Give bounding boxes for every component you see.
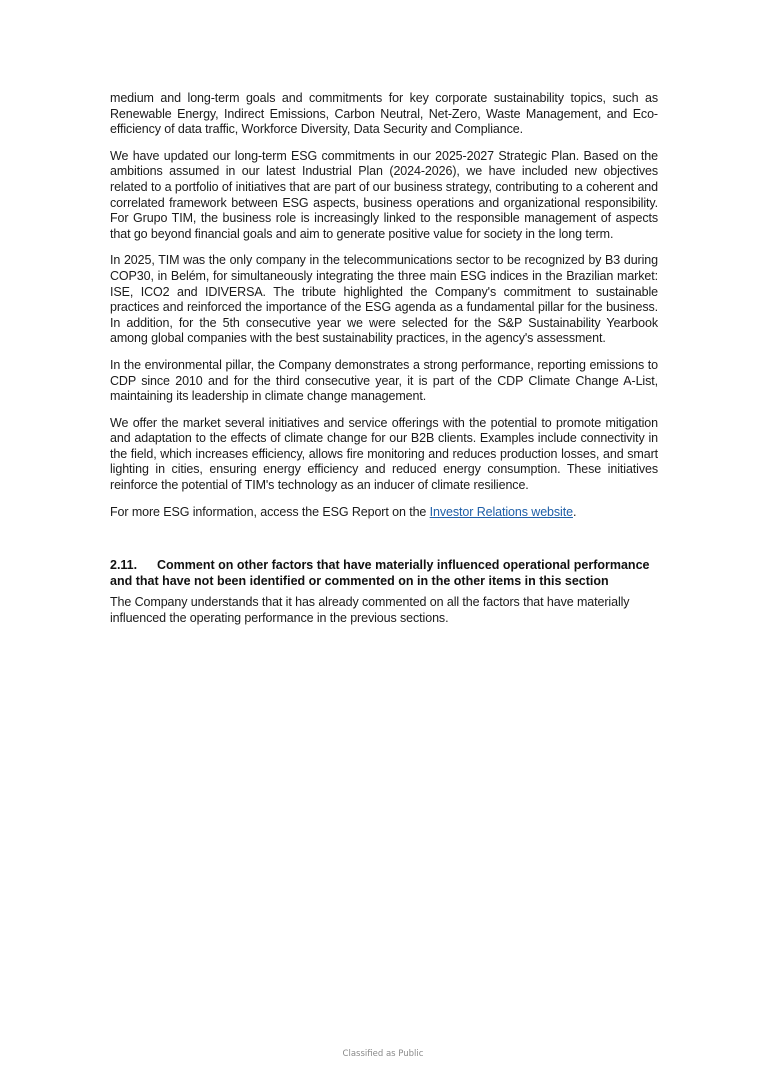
paragraph-more-info bbox=[110, 505, 658, 521]
section-number: 2.11. bbox=[110, 558, 138, 573]
section-title: Comment on other factors that have materially influenced operational performance and that have not been identified or commented on in the other items in this section bbox=[110, 558, 650, 588]
section-spacer bbox=[110, 531, 658, 558]
more-info-prefix: For more ESG information, access the ESG Report on the bbox=[110, 504, 430, 519]
classification-footer: Classified as Public bbox=[342, 1049, 424, 1059]
paragraph-b3-recognition: In 2025, TIM was the only company in the telecommunications sector to be recognized by B3 during COP30, in Belém, for simultaneously integrating the three main ESG indices in the Brazilian market: ISE, ICO2 and IDIVERSA. The tribute highlighted the Company's commitment to sustainable practices and reinforced the importance of the ESG agenda as a fundamental pillar for the business. In addition, for the 5th consecutive year we were selected for the S&P Sustainability Yearbook among global companies with the best sustainability practices, in the agency's assessment. bbox=[110, 253, 658, 346]
investor-relations-link[interactable]: Investor Relations website bbox=[429, 504, 573, 519]
more-info-suffix: . bbox=[572, 504, 577, 519]
paragraph-environmental-pillar: In the environmental pillar, the Company demonstrates a strong performance, reporting emissions to CDP since 2010 and for the third consecutive year, it is part of the CDP Climate Change A-List, maintaining its leadership in climate change management. bbox=[110, 357, 658, 404]
paragraph-esg-commitments: We have updated our long-term ESG commitments in our 2025-2027 Strategic Plan. Based on the ambitions assumed in our latest Industrial Plan (2024-2026), we have included new objectives related to a portfolio of initiatives that are part of our business strategy, contributing to a coherent and correlated framework between ESG aspects, business operations and organizational responsibility. For Grupo TIM, the business role is increasingly linked to the responsible management of aspects that go beyond financial goals and aim to generate positive value for society in the long term. bbox=[110, 148, 658, 241]
paragraph-goals: medium and long-term goals and commitments for key corporate sustainability topics, such as Renewable Energy, Indirect Emissions, Carbon Neutral, Net-Zero, Waste Management, and Eco-efficiency of data traffic, Workforce Diversity, Data Security and Compliance. bbox=[110, 91, 658, 137]
page-content bbox=[110, 91, 658, 638]
section-heading bbox=[110, 558, 658, 589]
section-body: The Company understands that it has already commented on all the factors that have materially influenced the operating performance in the previous sections. bbox=[110, 595, 630, 626]
paragraph-b2b-offerings: We offer the market several initiatives and service offerings with the potential to promote mitigation and adaptation to the effects of climate change for our B2B clients. Examples include connectivity in the field, which increases efficiency, allows fire monitoring and reduces production losses, and smart lighting in cities, ensuring energy efficiency and reduced energy consumption. These initiatives reinforce the potential of TIM's technology as an inducer of climate resilience. bbox=[110, 415, 658, 493]
